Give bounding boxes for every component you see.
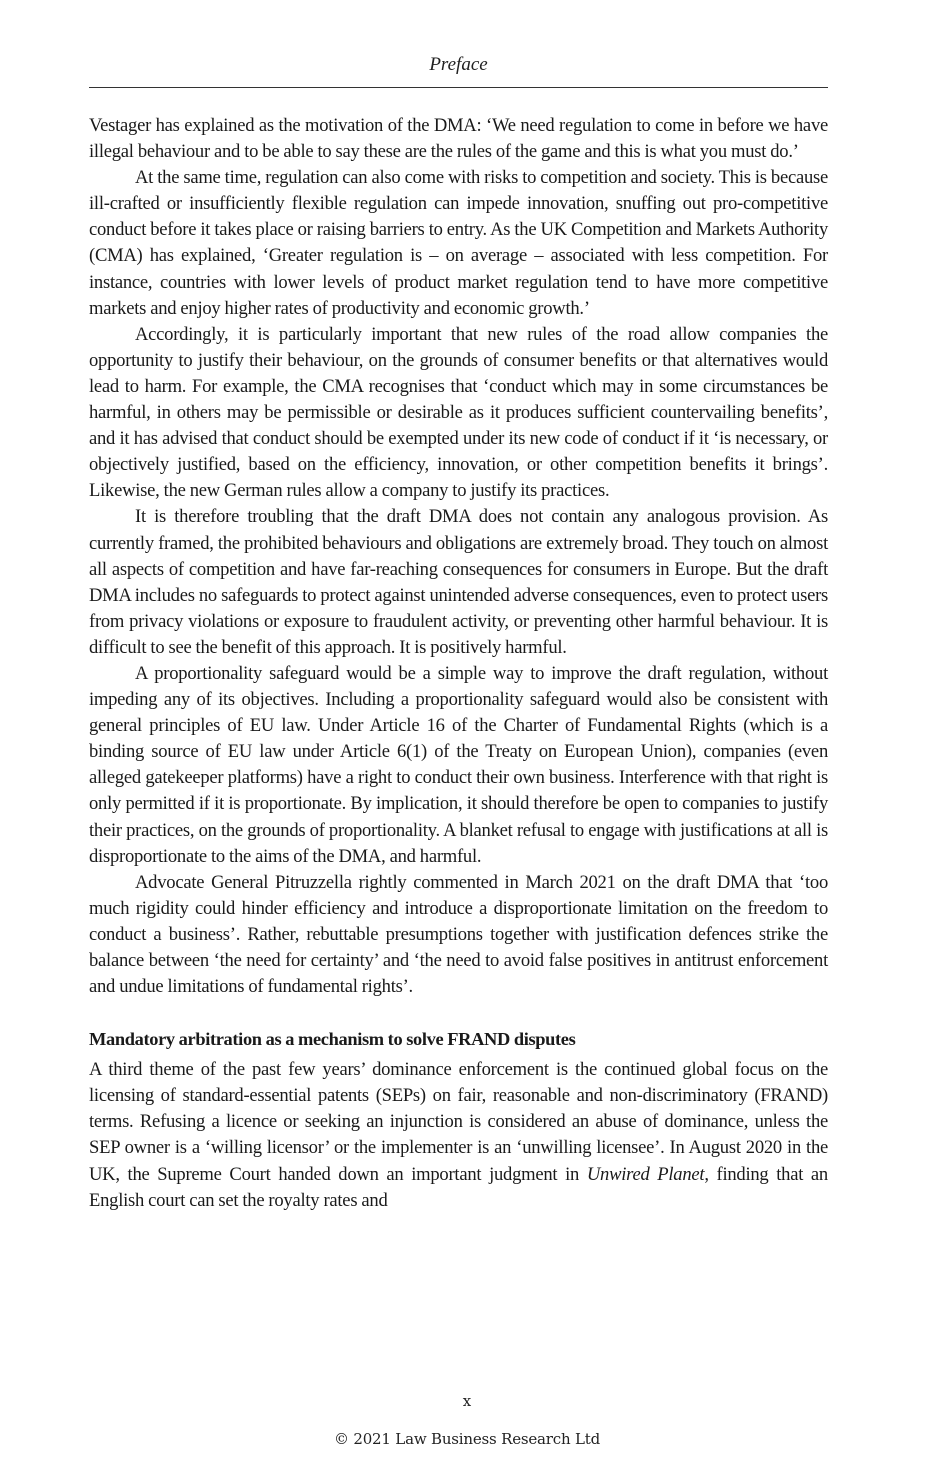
section-paragraph bbox=[89, 1057, 828, 1214]
case-name-italic: Unwired Planet bbox=[586, 1163, 705, 1185]
paragraph-1: Vestager has explained as the motivation of the DMA: ‘We need regulation to come in before we have illegal behaviour and to be able to say these are the rules of the game and this is what you must do.’ bbox=[89, 115, 828, 163]
paragraph-2: At the same time, regulation can also come with risks to competition and society. This is because ill-crafted or insufficiently flexible regulation can impede innovation, snuffing out pro-competitive conduct before it takes place or raising barriers to entry. As the UK Competition and Markets Authority (CMA) has explained, ‘Greater regulation is – on average – associated with less competition. For instance, countries with lower levels of product market regulation tend to have more competitive markets and enjoy higher rates of productivity and economic growth.’ bbox=[89, 167, 828, 319]
paragraph-4: It is therefore troubling that the draft DMA does not contain any analogous provision. As currently framed, the prohibited behaviours and obligations are extremely broad. They touch on almost all aspects of competition and have far-reaching consequences for consumers in Europe. But the draft DMA includes no safeguards to protect against unintended adverse consequences, even to protect users from privacy violations or exposure to fraudulent activity, or preventing other harmful behaviour. It is difficult to see the benefit of this approach. It is positively harmful. bbox=[89, 506, 828, 658]
section-heading: Mandatory arbitration as a mechanism to solve FRAND disputes bbox=[89, 1029, 576, 1050]
copyright-notice: © 2021 Law Business Research Ltd bbox=[334, 1430, 600, 1448]
section-text-start: A third theme of the past few years’ dominance enforcement is the continued global focus on the licensing of standard-essential patents (SEPs) on fair, reasonable and non-discriminatory (FRAND) terms. Refusing a licence or seeking an injunction is considered an abuse of dominance, unless the SEP owner is a ‘willing licensor’ or the implementer is an ‘unwilling licensee’. In August 2020 in the UK, the Supreme Court handed down an important judgment in bbox=[89, 1059, 828, 1185]
running-title: Preface bbox=[429, 54, 488, 75]
page-number: x bbox=[462, 1392, 472, 1410]
paragraph-5: A proportionality safeguard would be a simple way to improve the draft regulation, without impeding any of its objectives. Including a proportionality safeguard would also be consistent with general principles of EU law. Under Article 16 of the Charter of Fundamental Rights (which is a binding source of EU law under Article 6(1) of the Treaty on European Union), companies (even alleged gatekeeper platforms) have a right to conduct their own business. Interference with that right is only permitted if it is proportionate. By implication, it should therefore be open to companies to justify their practices, on the grounds of proportionality. A blanket refusal to engage with justifications at all is disproportionate to the aims of the DMA, and harmful. bbox=[89, 662, 828, 867]
body-text bbox=[89, 113, 828, 1214]
header-rule bbox=[89, 87, 828, 88]
paragraph-3: Accordingly, it is particularly important that new rules of the road allow companies the opportunity to justify their behaviour, on the grounds of consumer benefits or that alternatives would lead to harm. For example, the CMA recognises that ‘conduct which may in some circumstances be harmful, in others may be permissible or desirable as it produces sufficient countervailing benefits’, and it has advised that conduct should be exempted under its new code of conduct if it ‘is necessary, or objectively justified, based on the efficiency, innovation, or other competition benefits it brings’. Likewise, the new German rules allow a company to justify its practices. bbox=[89, 323, 828, 502]
section-text-end: , finding that an English court can set the royalty rates and bbox=[89, 1163, 828, 1211]
paragraph-6: Advocate General Pitruzzella rightly commented in March 2021 on the draft DMA that ‘too much rigidity could hinder efficiency and introduce a disproportionate limitation on the freedom to conduct a business’. Rather, rebuttable presumptions together with justification defences strike the balance between ‘the need for certainty’ and ‘the need to avoid false positives in antitrust enforcement and undue limitations of fundamental rights’. bbox=[89, 871, 828, 998]
